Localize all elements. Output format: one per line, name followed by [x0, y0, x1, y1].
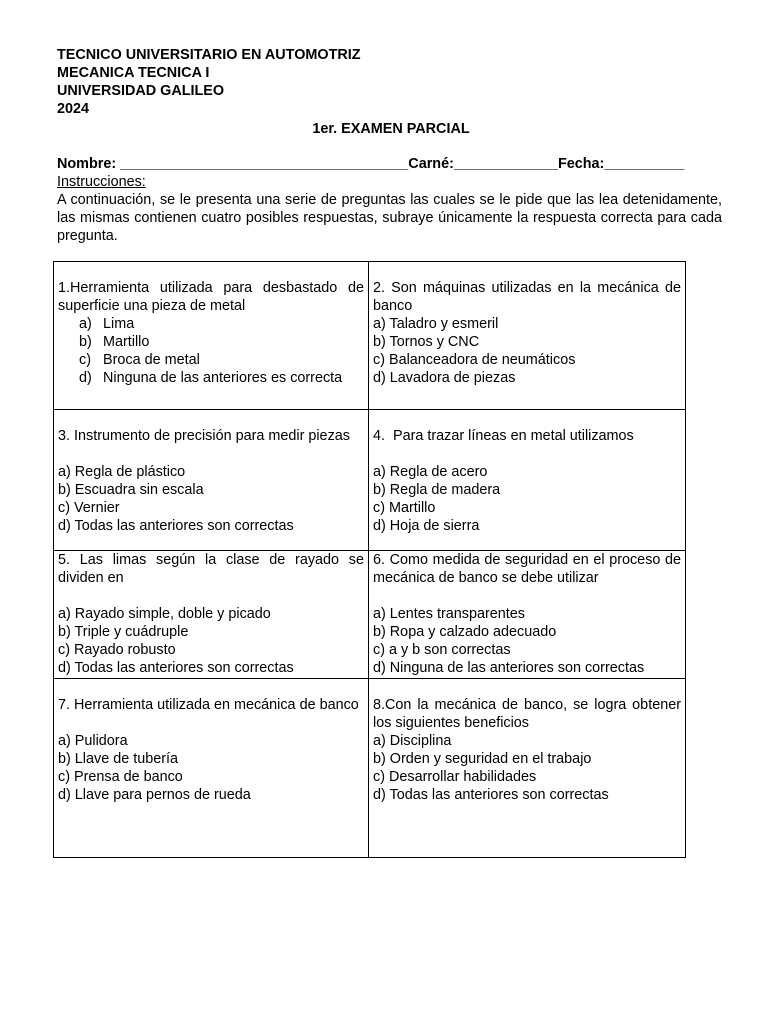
- question-cell-2: [369, 262, 686, 410]
- question-cell-5: [54, 551, 369, 679]
- answer-option[interactable]: c) Martillo: [373, 500, 436, 516]
- question-cell-7: [54, 679, 369, 858]
- carne-field[interactable]: Carné:_____________: [408, 156, 558, 172]
- university-name: UNIVERSIDAD GALILEO: [57, 83, 225, 99]
- answer-option[interactable]: b) Orden y seguridad en el trabajo: [373, 751, 592, 767]
- answer-option[interactable]: c) Rayado robusto: [58, 642, 176, 658]
- year: 2024: [57, 101, 90, 117]
- question-text: 8.Con la mecánica de banco, se logra obtener los siguientes beneficios: [373, 697, 681, 731]
- answer-option[interactable]: d) Lavadora de piezas: [373, 370, 516, 386]
- question-cell-6: [369, 551, 686, 679]
- date-field[interactable]: Fecha:__________: [557, 156, 685, 172]
- course-name: MECANICA TECNICA I: [57, 65, 210, 81]
- exam-title: 1er. EXAMEN PARCIAL: [312, 121, 470, 137]
- answer-option[interactable]: d) Hoja de sierra: [373, 518, 480, 534]
- spacer: [58, 587, 364, 605]
- option-marker: c): [79, 352, 91, 368]
- answer-option[interactable]: b) Triple y cuádruple: [58, 624, 189, 640]
- question-text: 1.Herramienta utilizada para desbastado de superficie una pieza de metal: [58, 280, 364, 314]
- question-text: 7. Herramienta utilizada en mecánica de banco: [58, 697, 359, 713]
- spacer: [373, 587, 681, 605]
- option-text: Broca de metal: [103, 352, 200, 368]
- answer-option[interactable]: c) a y b son correctas: [373, 642, 511, 658]
- answer-option[interactable]: a) Taladro y esmeril: [373, 316, 499, 332]
- option-marker: b): [79, 334, 92, 350]
- option-text: Ninguna de las anteriores es correcta: [103, 370, 343, 386]
- questions-table: [53, 261, 686, 858]
- answer-option[interactable]: a) Regla de acero: [373, 464, 488, 480]
- answer-option[interactable]: c) Balanceadora de neumáticos: [373, 352, 576, 368]
- question-cell-3: [54, 410, 369, 551]
- answer-option[interactable]: d) Llave para pernos de rueda: [58, 787, 251, 803]
- question-text: 6. Como medida de seguridad en el proceso de mecánica de banco se debe utilizar: [373, 552, 681, 586]
- question-cell-8: [369, 679, 686, 858]
- answer-option[interactable]: a) Disciplina: [373, 733, 452, 749]
- option-text: Lima: [103, 316, 135, 332]
- spacer: [373, 445, 681, 463]
- answer-option[interactable]: [58, 315, 364, 333]
- answer-option[interactable]: [58, 333, 364, 351]
- answer-option[interactable]: [58, 351, 364, 369]
- answer-option[interactable]: a) Pulidora: [58, 733, 128, 749]
- question-text: 5. Las limas según la clase de rayado se dividen en: [58, 552, 364, 586]
- instructions-title: Instrucciones:: [57, 174, 146, 190]
- answer-option[interactable]: b) Escuadra sin escala: [58, 482, 204, 498]
- program-name: TECNICO UNIVERSITARIO EN AUTOMOTRIZ: [57, 47, 361, 63]
- answer-option[interactable]: d) Todas las anteriores son correctas: [58, 660, 294, 676]
- answer-option[interactable]: c) Desarrollar habilidades: [373, 769, 537, 785]
- answer-option[interactable]: c) Prensa de banco: [58, 769, 183, 785]
- instructions-text: A continuación, se le presenta una serie de preguntas las cuales se le pide que las lea detenidamente, las mismas contienen cuatro posibles respuestas, subraye únicamente la respuesta correcta para cada pregunta.: [57, 192, 722, 244]
- option-marker: a): [79, 316, 92, 332]
- question-cell-1: [54, 262, 369, 410]
- answer-option[interactable]: a) Lentes transparentes: [373, 606, 525, 622]
- answer-option[interactable]: b) Tornos y CNC: [373, 334, 480, 350]
- name-field[interactable]: Nombre: ____________________________________: [57, 156, 409, 172]
- answer-option[interactable]: b) Ropa y calzado adecuado: [373, 624, 557, 640]
- question-cell-4: [369, 410, 686, 551]
- answer-option[interactable]: d) Ninguna de las anteriores son correctas: [373, 660, 645, 676]
- answer-option[interactable]: a) Rayado simple, doble y picado: [58, 606, 271, 622]
- exam-page: [57, 46, 723, 245]
- answer-options: [58, 315, 364, 387]
- answer-option[interactable]: [58, 369, 364, 387]
- question-text: 2. Son máquinas utilizadas en la mecánica de banco: [373, 280, 681, 314]
- answer-option[interactable]: b) Regla de madera: [373, 482, 501, 498]
- option-text: Martillo: [103, 334, 150, 350]
- answer-option[interactable]: d) Todas las anteriores son correctas: [373, 787, 609, 803]
- answer-option[interactable]: c) Vernier: [58, 500, 120, 516]
- question-text: 3. Instrumento de precisión para medir piezas: [58, 428, 350, 444]
- answer-option[interactable]: d) Todas las anteriores son correctas: [58, 518, 294, 534]
- option-marker: d): [79, 370, 92, 386]
- spacer: [58, 445, 364, 463]
- student-fields: [57, 155, 723, 173]
- answer-option[interactable]: a) Regla de plástico: [58, 464, 186, 480]
- answer-option[interactable]: b) Llave de tubería: [58, 751, 179, 767]
- question-text: 4. Para trazar líneas en metal utilizamos: [373, 428, 634, 444]
- spacer: [58, 714, 364, 732]
